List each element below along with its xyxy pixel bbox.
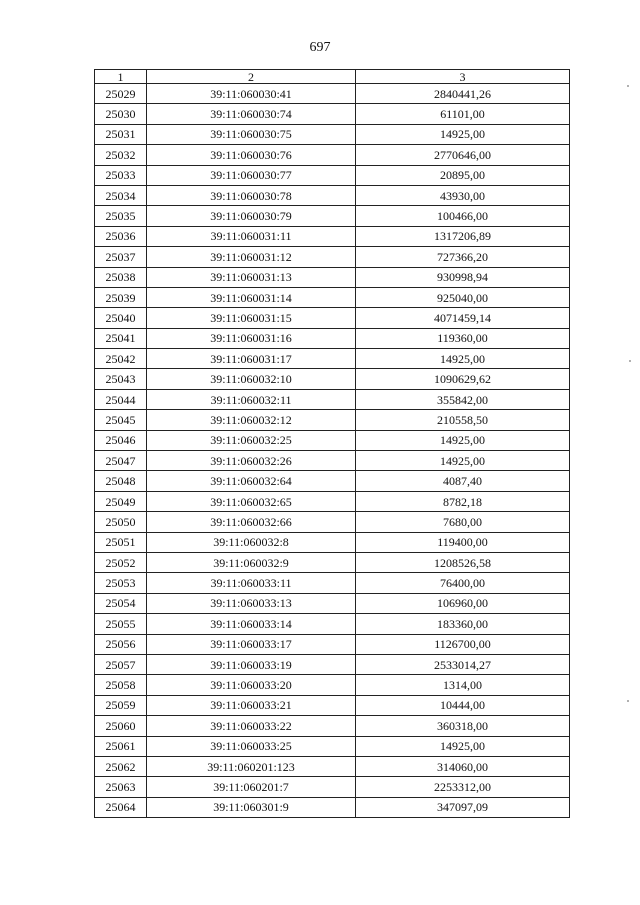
cadastral-value-cell: 8782,18 <box>356 491 570 511</box>
cadastral-value-cell: 2533014,27 <box>356 654 570 674</box>
cadastral-value-table <box>94 69 570 818</box>
cadastral-number-cell: 39:11:060030:41 <box>147 84 356 104</box>
table-row <box>95 573 570 593</box>
row-number-cell: 25052 <box>95 552 147 572</box>
table-row <box>95 185 570 205</box>
cadastral-number-cell: 39:11:060033:25 <box>147 736 356 756</box>
column-header-number: 1 <box>95 70 147 84</box>
cadastral-value-cell: 1208526,58 <box>356 552 570 572</box>
cadastral-value-cell: 727366,20 <box>356 247 570 267</box>
table-row <box>95 349 570 369</box>
row-number-cell: 25060 <box>95 716 147 736</box>
cadastral-number-cell: 39:11:060030:76 <box>147 145 356 165</box>
cadastral-number-cell: 39:11:060032:9 <box>147 552 356 572</box>
table-row <box>95 797 570 817</box>
cadastral-value-cell: 14925,00 <box>356 349 570 369</box>
table-row <box>95 145 570 165</box>
row-number-cell: 25047 <box>95 451 147 471</box>
cadastral-value-cell: 347097,09 <box>356 797 570 817</box>
row-number-cell: 25030 <box>95 104 147 124</box>
row-number-cell: 25029 <box>95 84 147 104</box>
scan-speck <box>627 85 629 87</box>
row-number-cell: 25046 <box>95 430 147 450</box>
cadastral-value-cell: 2840441,26 <box>356 84 570 104</box>
row-number-cell: 25061 <box>95 736 147 756</box>
table-row <box>95 716 570 736</box>
row-number-cell: 25038 <box>95 267 147 287</box>
cadastral-number-cell: 39:11:060031:13 <box>147 267 356 287</box>
table-row <box>95 614 570 634</box>
table-row <box>95 552 570 572</box>
cadastral-number-cell: 39:11:060032:26 <box>147 451 356 471</box>
row-number-cell: 25059 <box>95 695 147 715</box>
cadastral-number-cell: 39:11:060033:22 <box>147 716 356 736</box>
row-number-cell: 25045 <box>95 410 147 430</box>
scan-speck <box>629 360 631 362</box>
row-number-cell: 25054 <box>95 593 147 613</box>
table-header-row <box>95 70 570 84</box>
cadastral-value-cell: 14925,00 <box>356 451 570 471</box>
row-number-cell: 25031 <box>95 124 147 144</box>
cadastral-number-cell: 39:11:060031:12 <box>147 247 356 267</box>
cadastral-value-cell: 14925,00 <box>356 124 570 144</box>
row-number-cell: 25033 <box>95 165 147 185</box>
cadastral-value-cell: 4087,40 <box>356 471 570 491</box>
cadastral-value-cell: 2770646,00 <box>356 145 570 165</box>
cadastral-value-cell: 925040,00 <box>356 287 570 307</box>
table-row <box>95 736 570 756</box>
cadastral-number-cell: 39:11:060030:77 <box>147 165 356 185</box>
table-row <box>95 84 570 104</box>
cadastral-value-cell: 183360,00 <box>356 614 570 634</box>
row-number-cell: 25063 <box>95 777 147 797</box>
table-row <box>95 512 570 532</box>
table-row <box>95 675 570 695</box>
cadastral-number-cell: 39:11:060032:12 <box>147 410 356 430</box>
cadastral-number-cell: 39:11:060033:17 <box>147 634 356 654</box>
row-number-cell: 25057 <box>95 654 147 674</box>
cadastral-number-cell: 39:11:060031:14 <box>147 287 356 307</box>
cadastral-value-cell: 61101,00 <box>356 104 570 124</box>
table-row <box>95 430 570 450</box>
row-number-cell: 25042 <box>95 349 147 369</box>
cadastral-number-cell: 39:11:060032:64 <box>147 471 356 491</box>
table-row <box>95 247 570 267</box>
table-row <box>95 410 570 430</box>
row-number-cell: 25032 <box>95 145 147 165</box>
cadastral-value-cell: 14925,00 <box>356 736 570 756</box>
cadastral-number-cell: 39:11:060033:13 <box>147 593 356 613</box>
row-number-cell: 25056 <box>95 634 147 654</box>
row-number-cell: 25048 <box>95 471 147 491</box>
cadastral-number-cell: 39:11:060032:10 <box>147 369 356 389</box>
cadastral-value-cell: 210558,50 <box>356 410 570 430</box>
table-row <box>95 308 570 328</box>
cadastral-value-cell: 10444,00 <box>356 695 570 715</box>
cadastral-number-cell: 39:11:060032:65 <box>147 491 356 511</box>
page-number: 697 <box>309 40 331 55</box>
cadastral-value-cell: 314060,00 <box>356 756 570 776</box>
row-number-cell: 25041 <box>95 328 147 348</box>
table-row <box>95 756 570 776</box>
table-row <box>95 165 570 185</box>
table-body <box>95 70 570 818</box>
row-number-cell: 25043 <box>95 369 147 389</box>
table-row <box>95 226 570 246</box>
cadastral-value-cell: 106960,00 <box>356 593 570 613</box>
cadastral-value-cell: 20895,00 <box>356 165 570 185</box>
cadastral-number-cell: 39:11:060031:17 <box>147 349 356 369</box>
row-number-cell: 25062 <box>95 756 147 776</box>
row-number-cell: 25064 <box>95 797 147 817</box>
cadastral-number-cell: 39:11:060030:74 <box>147 104 356 124</box>
row-number-cell: 25055 <box>95 614 147 634</box>
table-row <box>95 695 570 715</box>
table-row <box>95 532 570 552</box>
cadastral-value-cell: 1090629,62 <box>356 369 570 389</box>
table-row <box>95 389 570 409</box>
table-row <box>95 634 570 654</box>
row-number-cell: 25039 <box>95 287 147 307</box>
table-row <box>95 777 570 797</box>
cadastral-value-cell: 100466,00 <box>356 206 570 226</box>
table-row <box>95 654 570 674</box>
cadastral-value-cell: 7680,00 <box>356 512 570 532</box>
row-number-cell: 25058 <box>95 675 147 695</box>
cadastral-number-cell: 39:11:060031:11 <box>147 226 356 246</box>
table-row <box>95 451 570 471</box>
row-number-cell: 25053 <box>95 573 147 593</box>
cadastral-number-cell: 39:11:060201:7 <box>147 777 356 797</box>
cadastral-value-cell: 1317206,89 <box>356 226 570 246</box>
scan-speck <box>627 700 629 702</box>
cadastral-value-cell: 1126700,00 <box>356 634 570 654</box>
table-row <box>95 328 570 348</box>
cadastral-value-cell: 360318,00 <box>356 716 570 736</box>
cadastral-value-cell: 14925,00 <box>356 430 570 450</box>
cadastral-number-cell: 39:11:060032:8 <box>147 532 356 552</box>
cadastral-value-cell: 119360,00 <box>356 328 570 348</box>
column-header-cadastral-number: 2 <box>147 70 356 84</box>
cadastral-value-cell: 4071459,14 <box>356 308 570 328</box>
row-number-cell: 25035 <box>95 206 147 226</box>
cadastral-number-cell: 39:11:060201:123 <box>147 756 356 776</box>
cadastral-value-cell: 43930,00 <box>356 185 570 205</box>
cadastral-value-cell: 930998,94 <box>356 267 570 287</box>
cadastral-number-cell: 39:11:060032:25 <box>147 430 356 450</box>
cadastral-value-cell: 76400,00 <box>356 573 570 593</box>
cadastral-number-cell: 39:11:060033:11 <box>147 573 356 593</box>
row-number-cell: 25050 <box>95 512 147 532</box>
row-number-cell: 25044 <box>95 389 147 409</box>
cadastral-value-cell: 1314,00 <box>356 675 570 695</box>
cadastral-number-cell: 39:11:060031:15 <box>147 308 356 328</box>
cadastral-number-cell: 39:11:060032:66 <box>147 512 356 532</box>
cadastral-value-cell: 355842,00 <box>356 389 570 409</box>
cadastral-number-cell: 39:11:060031:16 <box>147 328 356 348</box>
cadastral-value-cell: 2253312,00 <box>356 777 570 797</box>
table-row <box>95 104 570 124</box>
row-number-cell: 25049 <box>95 491 147 511</box>
table-row <box>95 267 570 287</box>
row-number-cell: 25034 <box>95 185 147 205</box>
cadastral-number-cell: 39:11:060030:78 <box>147 185 356 205</box>
table-row <box>95 287 570 307</box>
cadastral-number-cell: 39:11:060030:75 <box>147 124 356 144</box>
table-row <box>95 593 570 613</box>
cadastral-value-cell: 119400,00 <box>356 532 570 552</box>
row-number-cell: 25036 <box>95 226 147 246</box>
table-row <box>95 206 570 226</box>
cadastral-number-cell: 39:11:060032:11 <box>147 389 356 409</box>
cadastral-number-cell: 39:11:060030:79 <box>147 206 356 226</box>
cadastral-number-cell: 39:11:060301:9 <box>147 797 356 817</box>
column-header-value: 3 <box>356 70 570 84</box>
row-number-cell: 25037 <box>95 247 147 267</box>
cadastral-number-cell: 39:11:060033:21 <box>147 695 356 715</box>
row-number-cell: 25040 <box>95 308 147 328</box>
table-row <box>95 471 570 491</box>
cadastral-number-cell: 39:11:060033:20 <box>147 675 356 695</box>
table-row <box>95 369 570 389</box>
table-row <box>95 124 570 144</box>
table-row <box>95 491 570 511</box>
row-number-cell: 25051 <box>95 532 147 552</box>
cadastral-number-cell: 39:11:060033:19 <box>147 654 356 674</box>
cadastral-number-cell: 39:11:060033:14 <box>147 614 356 634</box>
